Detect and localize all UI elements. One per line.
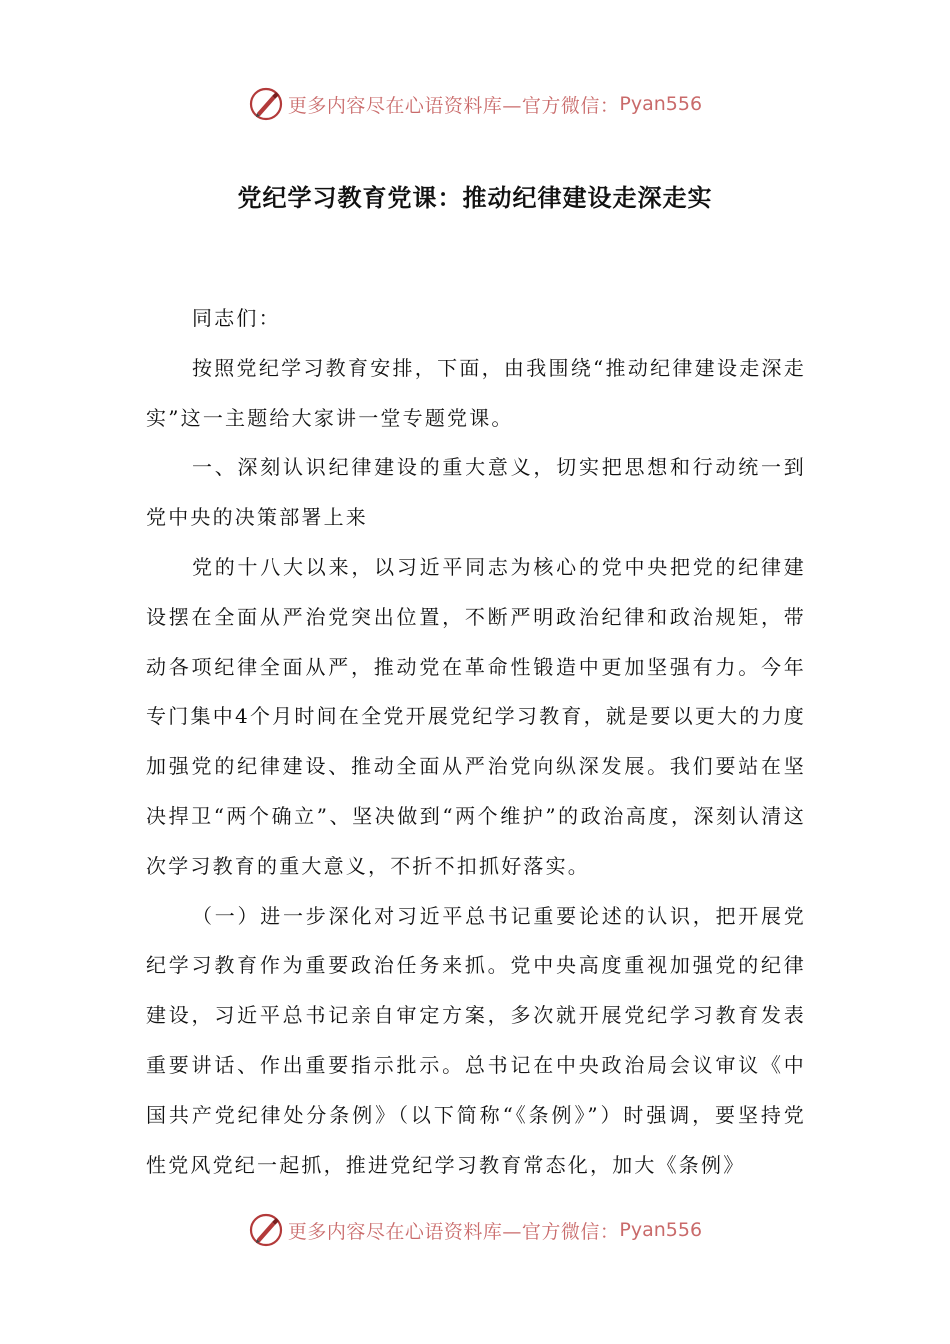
pen-logo-icon [248,86,284,122]
paragraph: （一）进一步深化对习近平总书记重要论述的认识，把开展党纪学习教育作为重要政治任务来抓。党中央高度重视加强党的纪律建设，习近平总书记亲自审定方案，多次就开展党纪学习教育发表重要讲话、作出重要指示批示。总书记在中央政治局会议审议《中国共产党纪律处分条例》（以下简称“《条例》”）时强调，要坚持党性党风党纪一起抓，推进党纪学习教育常态化，加大《条例》 [146,903,806,1177]
section-heading: 一、深刻认识纪律建设的重大意义，切实把思想和行动统一到党中央的决策部署上来 [146,455,806,530]
header-banner [0,84,950,124]
document-body [146,294,806,1190]
wechat-id: Pyan556 [619,1219,703,1241]
banner-text: 更多内容尽在心语资料库—官方微信： [287,1220,620,1243]
footer-banner [0,1210,950,1250]
wechat-id: Pyan556 [619,93,703,115]
pen-logo-icon [248,1212,284,1248]
paragraph: 按照党纪学习教育安排，下面，由我围绕“推动纪律建设走深走实”这一主题给大家讲一堂专题党课。 [146,355,806,430]
paragraph: 党的十八大以来，以习近平同志为核心的党中央把党的纪律建设摆在全面从严治党突出位置，不断严明政治纪律和政治规矩，带动各项纪律全面从严，推动党在革命性锻造中更加坚强有力。今年专门集中4个月时间在全党开展党纪学习教育，就是要以更大的力度加强党的纪律建设、推动全面从严治党向纵深发展。我们要站在坚决捍卫“两个确立”、坚决做到“两个维护”的政治高度，深刻认清这次学习教育的重大意义，不折不扣抓好落实。 [146,554,806,878]
banner-text: 更多内容尽在心语资料库—官方微信： [287,94,620,117]
document-title: 党纪学习教育党课：推动纪律建设走深走实 [237,184,713,212]
salutation: 同志们： [192,306,281,330]
